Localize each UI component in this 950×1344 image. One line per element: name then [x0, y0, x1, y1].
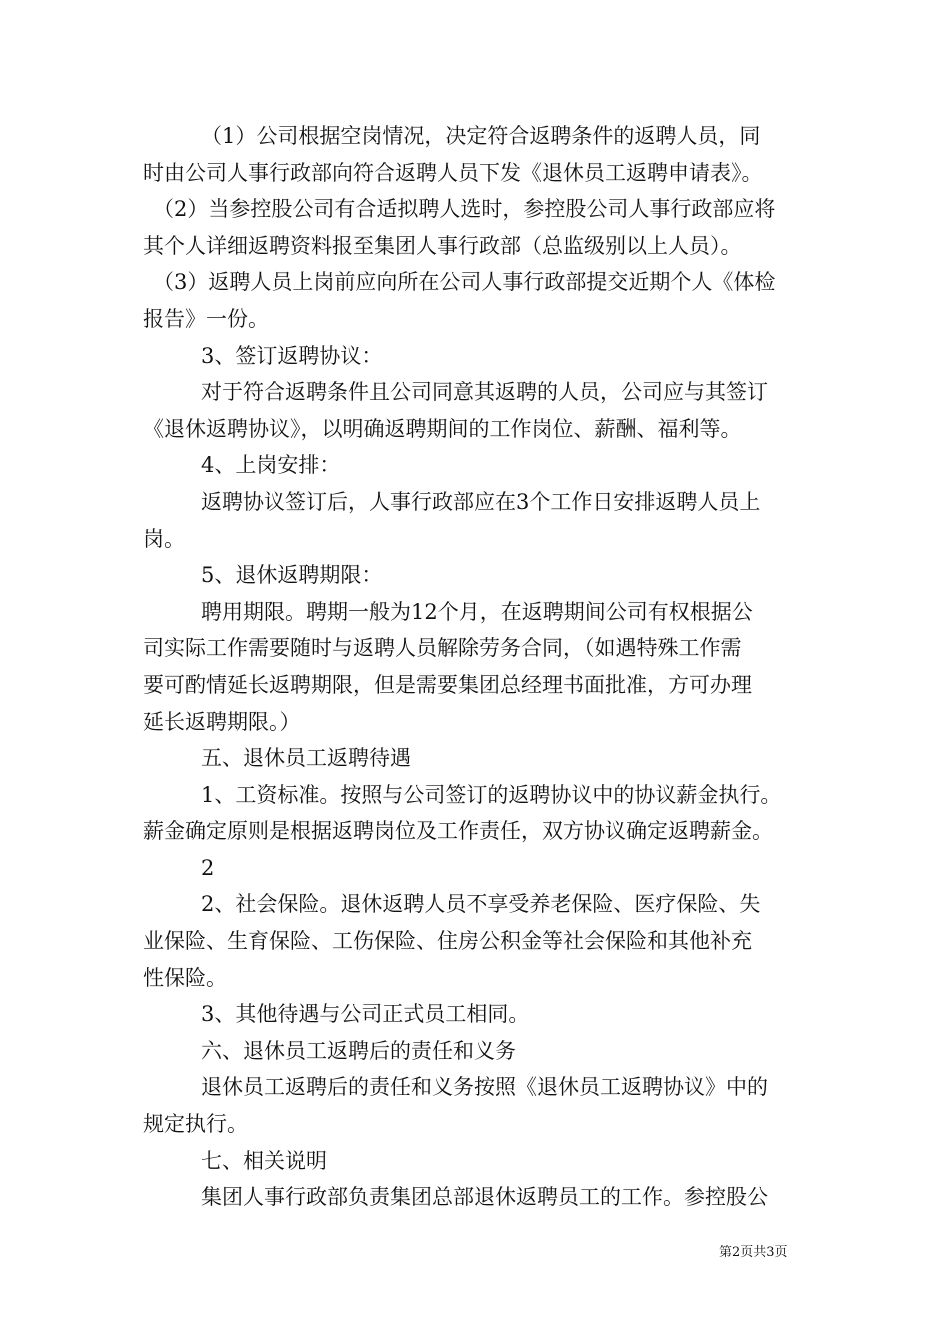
document-body — [143, 118, 811, 1216]
paragraph-line: 《退休返聘协议》，以明确返聘期间的工作岗位、薪酬、福利等。 — [143, 416, 742, 441]
paragraph-line: 性保险。 — [143, 965, 227, 990]
paragraph-line: 集团人事行政部负责集团总部退休返聘员工的工作。参控股公 — [201, 1185, 768, 1210]
section-heading: 3、签订返聘协议： — [201, 343, 383, 368]
section-heading: 5、退休返聘期限： — [201, 563, 383, 588]
paragraph-line: 报告》一份。 — [143, 306, 269, 331]
paragraph-line: 业保险、生育保险、工伤保险、住房公积金等社会保险和其他补充 — [143, 929, 752, 954]
paragraph-line: 聘用期限。聘期一般为12个月，在返聘期间公司有权根据公 — [201, 599, 753, 624]
paragraph-line: （3）返聘人员上岗前应向所在公司人事行政部提交近期个人《体检 — [153, 270, 776, 295]
chapter-heading: 七、相关说明 — [201, 1148, 327, 1173]
paragraph-line: 其个人详细返聘资料报至集团人事行政部（总监级别以上人员）。 — [143, 233, 742, 258]
paragraph-line: 对于符合返聘条件且公司同意其返聘的人员，公司应与其签订 — [201, 380, 768, 405]
page-number-inline: 2 — [201, 855, 215, 880]
chapter-heading: 六、退休员工返聘后的责任和义务 — [201, 1038, 516, 1063]
paragraph-line: 薪金确定原则是根据返聘岗位及工作责任，双方协议确定返聘薪金。 — [143, 819, 773, 844]
paragraph-line: 规定执行。 — [143, 1112, 248, 1137]
paragraph-line: 返聘协议签订后，人事行政部应在3个工作日安排返聘人员上 — [201, 489, 761, 514]
paragraph-line: 3、其他待遇与公司正式员工相同。 — [201, 1002, 530, 1027]
paragraph-line: 延长返聘期限。） — [143, 709, 301, 734]
paragraph-line: 1、工资标准。按照与公司签订的返聘协议中的协议薪金执行。 — [201, 782, 782, 807]
page-footer: 第2页共3页 — [719, 1245, 788, 1260]
paragraph-line: 时由公司人事行政部向符合返聘人员下发《退休员工返聘申请表》。 — [143, 160, 763, 185]
paragraph-line: 退休员工返聘后的责任和义务按照《退休员工返聘协议》中的 — [201, 1075, 768, 1100]
paragraph-line: 岗。 — [143, 526, 185, 551]
paragraph-line: 2、社会保险。退休返聘人员不享受养老保险、医疗保险、失 — [201, 892, 761, 917]
paragraph-line: （1）公司根据空岗情况，决定符合返聘条件的返聘人员，同 — [201, 124, 761, 148]
paragraph-line: 要可酌情延长返聘期限，但是需要集团总经理书面批准，方可办理 — [143, 672, 752, 697]
chapter-heading: 五、退休员工返聘待遇 — [201, 746, 411, 771]
paragraph-line: （2）当参控股公司有合适拟聘人选时，参控股公司人事行政部应将 — [153, 197, 776, 222]
section-heading: 4、上岗安排： — [201, 453, 341, 478]
paragraph-line: 司实际工作需要随时与返聘人员解除劳务合同，（如遇特殊工作需 — [143, 636, 742, 661]
